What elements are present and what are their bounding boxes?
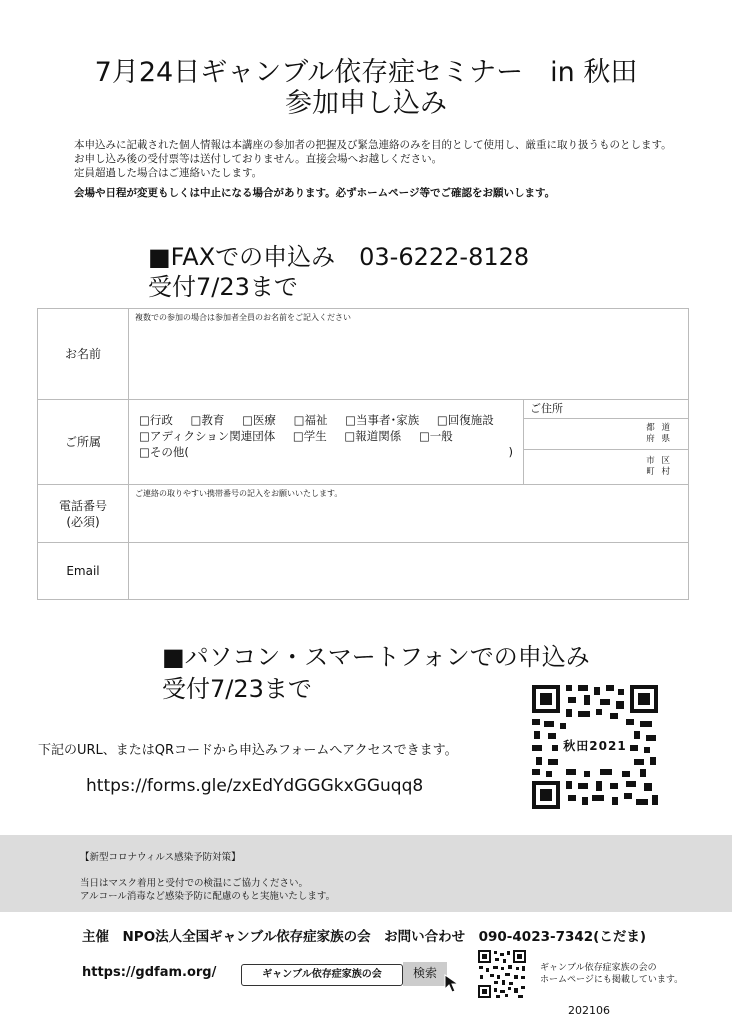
pref-suffix-1: 都 道 [646,423,672,433]
email-label: Email [38,543,129,600]
fax-deadline: 受付7/23まで [148,273,298,301]
phone-hint: ご連絡の取りやすい携帯番号の記入をお願いいたします。 [135,489,343,498]
address-label: ご住所 [524,400,688,419]
checkbox-press[interactable]: □報道関係 [344,429,402,443]
covid-title: 【新型コロナウィルス感染予防対策】 [80,852,241,863]
page-title: 7月24日ギャンブル依存症セミナー in 秋田 [94,57,638,88]
change-notice: 会場や日程が変更もしくは中止になる場合があります。必ずホームページ等でご確認をお願いします。 [74,187,556,199]
phone-label-text: 電話番号 [58,498,107,513]
website-link[interactable]: https://gdfam.org/ [82,965,217,980]
cursor-icon [444,974,462,994]
name-label: お名前 [38,309,129,400]
online-instruction: 下記のURL、またはQRコードから申込みフォームへアクセスできます。 [38,743,458,758]
name-field[interactable] [129,309,689,400]
hp-note [540,962,683,986]
affiliation-row-3 [139,444,513,460]
checkbox-tojisha[interactable]: □当事者･家族 [345,413,420,427]
affiliation-label: ご所属 [38,400,129,485]
online-heading: ■パソコン・スマートフォンでの申込み [162,643,590,671]
hp-note-line-2: ホームページにも掲載しています。 [540,975,684,985]
covid-box [0,835,732,912]
affiliation-row-1 [139,412,513,428]
organizer-contact: 主催 NPO法人全国ギャンブル依存症家族の会 お問い合わせ 090-4023-7342(こだま) [82,929,647,945]
name-hint: 複数での参加の場合は参加者全員のお名前をご記入ください [135,313,351,322]
checkbox-kyoiku[interactable]: □教育 [190,413,225,427]
checkbox-iryo[interactable]: □医療 [242,413,276,427]
document-code: 202106 [568,1004,610,1017]
checkbox-gyosei[interactable]: □行政 [139,413,173,427]
privacy-notice: 本申込みに記載された個人情報は本講座の参加者の把握及び緊急連絡のみを目的として使用し、厳重に取り扱うものとします。 [74,139,672,151]
prefecture-field[interactable] [524,419,688,450]
checkbox-other[interactable]: □その他( [139,445,189,459]
receipt-notice: お申し込み後の受付票等は送付しておりません。直接会場へお越しください。 [74,153,443,165]
form-url-link[interactable]: https://forms.gle/zxEdYdGGGkxGGuqq8 [86,776,424,796]
phone-required: (必須) [66,514,100,529]
email-field[interactable] [129,543,689,600]
phone-field[interactable] [129,485,689,543]
city-field[interactable] [524,450,688,484]
checkbox-addiction-org[interactable]: □アディクション関連団体 [139,429,276,443]
affiliation-options [129,400,524,485]
online-deadline: 受付7/23まで [162,675,312,703]
capacity-notice: 定員超過した場合はご連絡いたします。 [74,167,263,179]
application-form [37,308,689,600]
covid-line-1: 当日はマスク着用と受付での検温にご協力ください。 [80,878,309,889]
pref-suffix-2: 府 県 [646,434,672,444]
fax-heading: ■FAXでの申込み 03-6222-8128 [148,243,530,271]
checkbox-kaifuku[interactable]: □回復施設 [436,413,494,427]
small-qr-code[interactable] [478,950,526,998]
covid-line-2: アルコール消毒など感染予防に配慮のもと実施いたします。 [80,891,336,902]
city-suffix-2: 町 村 [646,467,672,477]
page-subtitle: 参加申し込み [285,88,447,119]
search-box[interactable]: ギャンブル依存症家族の会 [241,964,403,986]
search-button[interactable]: 検索 [403,962,447,986]
checkbox-general[interactable]: □一般 [418,429,453,443]
phone-label [38,485,129,543]
qr-label: 秋田2021 [563,739,627,753]
checkbox-student[interactable]: □学生 [292,429,327,443]
hp-note-line-1: ギャンブル依存症家族の会の [540,963,657,973]
qr-code[interactable] [530,683,660,811]
address-cell[interactable] [524,400,689,485]
checkbox-fukushi[interactable]: □福祉 [293,413,328,427]
city-suffix-1: 市 区 [646,456,672,466]
other-close-paren: ) [508,445,513,459]
affiliation-row-2 [139,428,513,444]
